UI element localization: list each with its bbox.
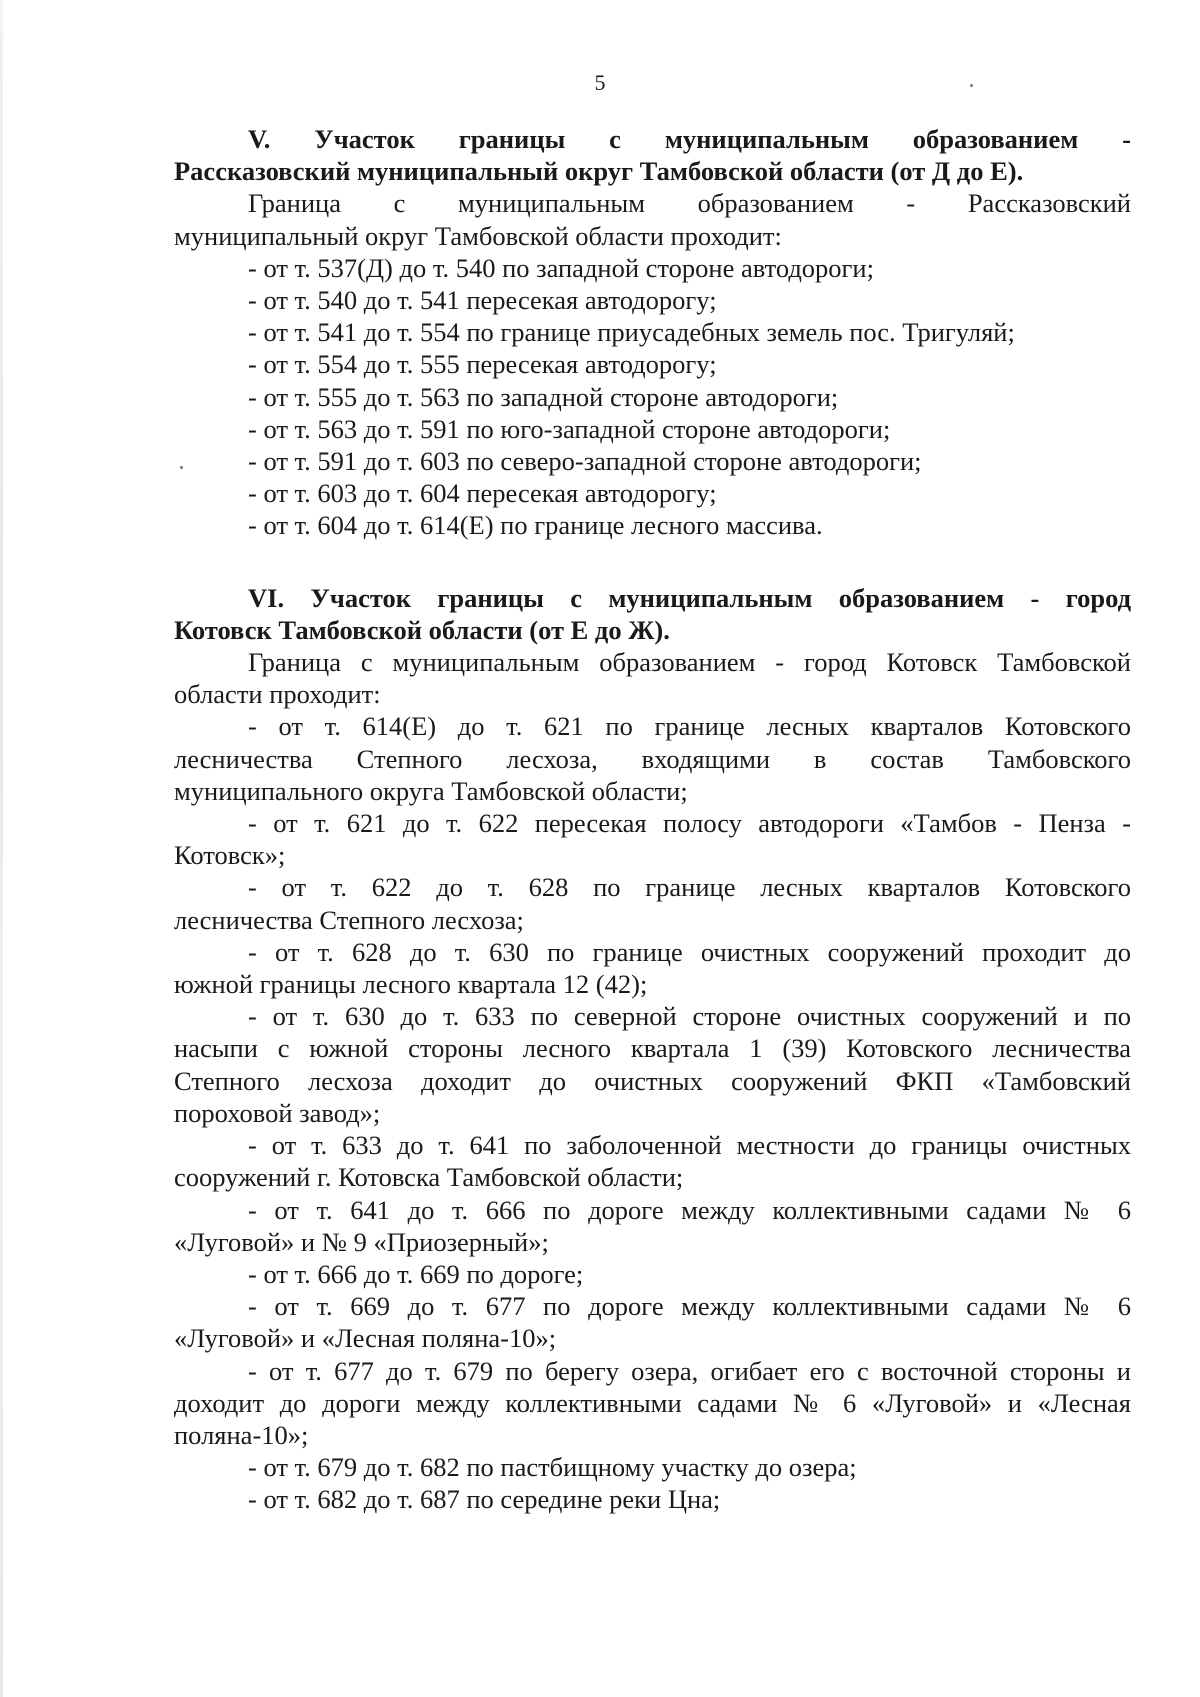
boundary-segment-line: - от т. 682 до т. 687 по середине реки Цна;: [248, 1484, 721, 1515]
boundary-segment-line: сооружений г. Котовска Тамбовской области;: [174, 1162, 684, 1193]
document-body: [174, 123, 1131, 1516]
boundary-segment-line: - от т. 679 до т. 682 по пастбищному участку до озера;: [248, 1452, 857, 1483]
boundary-segment-line: «Луговой» и «Лесная поляна-10»;: [174, 1323, 557, 1354]
boundary-segment-item: - от т. 563 до т. 591 по юго-западной стороне автодороги;: [248, 413, 891, 444]
section-6-heading: VI. Участок границы с муниципальным образованием - город: [248, 582, 1131, 613]
boundary-segment-line: - от т. 630 до т. 633 по северной стороне очистных сооружений и по: [248, 1001, 1131, 1032]
boundary-segment-line: насыпи с южной стороны лесного квартала 1 (39) Котовского лесничества: [174, 1033, 1131, 1064]
boundary-segment-line: - от т. 621 до т. 622 пересекая полосу автодороги «Тамбов - Пенза -: [248, 808, 1131, 839]
boundary-segment-line: - от т. 677 до т. 679 по берегу озера, огибает его с восточной стороны и: [248, 1355, 1131, 1386]
boundary-segment-item: - от т. 540 до т. 541 пересекая автодорогу;: [248, 285, 717, 316]
section-5-list: [174, 252, 1131, 542]
boundary-segment-line: поляна-10»;: [174, 1419, 309, 1450]
boundary-segment-line: - от т. 633 до т. 641 по заболоченной местности до границы очистных: [248, 1130, 1131, 1161]
section-6-heading-cont: Котовск Тамбовской области (от Е до Ж).: [174, 614, 670, 645]
boundary-segment-line: лесничества Степного лесхоза, входящими в состав Тамбовского: [174, 743, 1131, 774]
section-6-intro-cont: области проходит:: [174, 679, 381, 710]
section-6-list: [174, 710, 1131, 1515]
section-5-heading-cont: Рассказовский муниципальный округ Тамбовской области (от Д до Е).: [174, 156, 1024, 187]
boundary-segment-line: южной границы лесного квартала 12 (42);: [174, 969, 648, 1000]
boundary-segment-item: - от т. 603 до т. 604 пересекая автодорогу;: [248, 478, 717, 509]
boundary-segment-line: муниципального округа Тамбовской области;: [174, 775, 688, 806]
boundary-segment-line: лесничества Степного лесхоза;: [174, 904, 524, 935]
boundary-segment-line: Степного лесхоза доходит до очистных сооружений ФКП «Тамбовский: [174, 1065, 1131, 1096]
section-6-intro: Граница с муниципальным образованием - город Котовск Тамбовской: [248, 647, 1131, 678]
boundary-segment-line: доходит до дороги между коллективными садами № 6 «Луговой» и «Лесная: [174, 1387, 1131, 1418]
section-5-heading: V. Участок границы с муниципальным образованием -: [248, 124, 1131, 154]
section-5-intro: Граница с муниципальным образованием - Рассказовский: [248, 188, 1131, 219]
page-number: 5: [594, 70, 606, 95]
boundary-segment-item: - от т. 554 до т. 555 пересекая автодорогу;: [248, 349, 717, 380]
section-5-intro-cont: муниципальный округ Тамбовской области проходит:: [174, 220, 782, 251]
boundary-segment-item: - от т. 541 до т. 554 по границе приусадебных земель пос. Тригуляй;: [248, 317, 1015, 348]
boundary-segment-line: - от т. 628 до т. 630 по границе очистных сооружений проходит до: [248, 936, 1131, 967]
boundary-segment-line: - от т. 641 до т. 666 по дороге между коллективными садами № 6: [248, 1194, 1131, 1225]
boundary-segment-item: - от т. 537(Д) до т. 540 по западной стороне автодороги;: [248, 252, 874, 283]
boundary-segment-line: Котовск»;: [174, 840, 286, 871]
boundary-segment-line: - от т. 669 до т. 677 по дороге между коллективными садами № 6: [248, 1291, 1131, 1322]
boundary-segment-line: - от т. 666 до т. 669 по дороге;: [248, 1258, 584, 1289]
boundary-segment-item: - от т. 604 до т. 614(Е) по границе лесного массива.: [248, 510, 823, 541]
boundary-segment-item: - от т. 591 до т. 603 по северо-западной стороне автодороги;: [248, 446, 922, 477]
boundary-segment-line: «Луговой» и № 9 «Приозерный»;: [174, 1226, 549, 1257]
scan-edge: [0, 0, 3, 1697]
boundary-segment-line: пороховой завод»;: [174, 1097, 381, 1128]
boundary-segment-line: - от т. 622 до т. 628 по границе лесных кварталов Котовского: [248, 872, 1131, 903]
boundary-segment-line: - от т. 614(Е) до т. 621 по границе лесных кварталов Котовского: [248, 711, 1131, 742]
boundary-segment-item: - от т. 555 до т. 563 по западной стороне автодороги;: [248, 381, 839, 412]
